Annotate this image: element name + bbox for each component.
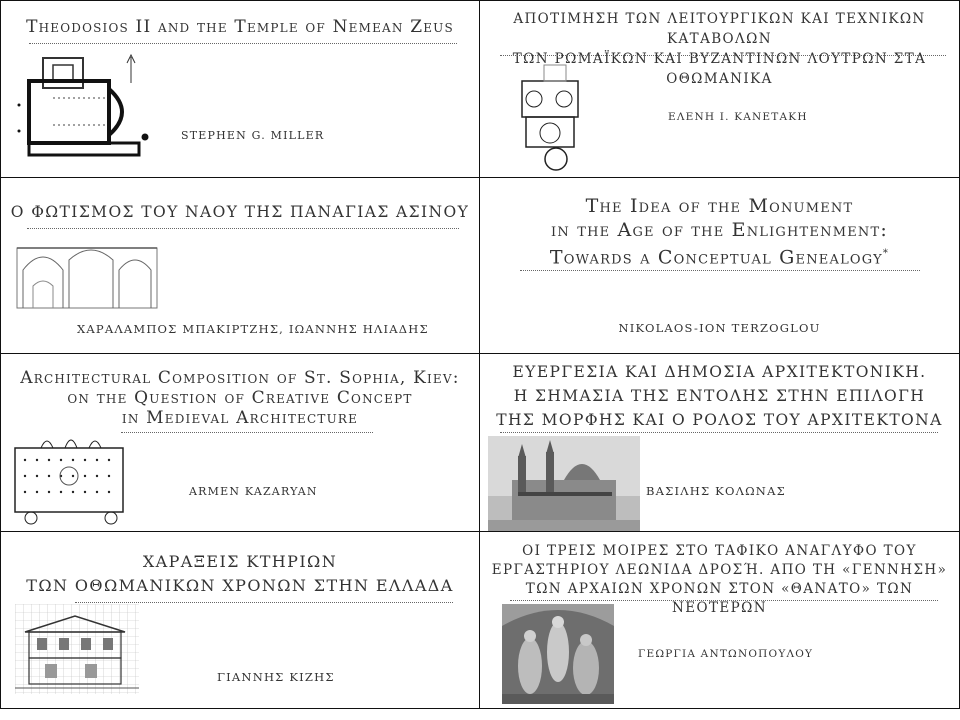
article-author: ARMEN KAZARYAN	[189, 485, 318, 498]
title-rule	[520, 270, 920, 271]
title-line-2: Η ΣΗΜΑΣΙΑ ΤΗΣ ΕΝΤΟΛΗΣ ΣΤΗΝ ΕΠΙΛΟΓΗ	[513, 387, 926, 405]
article-author: ΓΕΩΡΓΙΑ ΑΝΤΩΝΟΠΟΥΛΟΥ	[638, 648, 814, 660]
footnote-marker: *	[882, 248, 890, 259]
article-card-4[interactable]	[480, 178, 960, 354]
article-title	[480, 194, 959, 269]
article-author: STEPHEN G. MILLER	[181, 129, 325, 142]
title-line-1: ΕΥΕΡΓΕΣΙΑ ΚΑΙ ΔΗΜΟΣΙΑ ΑΡΧΙΤΕΚΤΟΝΙΚΗ.	[512, 363, 927, 381]
house-elevation-figure	[15, 604, 139, 700]
title-line-1: Architectural Composition of St. Sophia, Kiev:	[20, 368, 460, 388]
title-line-3: ΤΗΣ ΜΟΡΦΗΣ ΚΑΙ Ο ΡΟΛΟΣ ΤΟΥ ΑΡΧΙΤΕΚΤΟΝΑ	[496, 411, 943, 429]
title-rule	[29, 43, 457, 44]
title-line-2: ΤΩΝ ΡΩΜΑΪΚΩΝ ΚΑΙ ΒΥΖΑΝΤΙΝΩΝ ΛΟΥΤΡΩΝ ΣΤΑ ΟΘΩΜΑΝΙΚΑ	[512, 51, 927, 87]
title-line-1: ΧΑΡΑΞΕΙΣ ΚΤΗΡΙΩΝ	[142, 552, 338, 571]
cathedral-plan-figure	[11, 436, 129, 526]
title-line-1: ΑΠΟΤΙΜΗΣΗ ΤΩΝ ΛΕΙΤΟΥΡΓΙΚΩΝ ΚΑΙ ΤΕΧΝΙΚΩΝ ΚΑΤΑΒΟΛΩΝ	[513, 11, 926, 47]
article-title	[1, 550, 479, 598]
relief-photo-figure	[502, 604, 614, 704]
title-line-2: on the Question of Creative Concept	[67, 388, 413, 408]
title-rule	[510, 600, 938, 601]
building-engraving-figure	[488, 436, 640, 532]
title-rule	[27, 228, 459, 229]
title-line-1: The Idea of the Monument	[585, 195, 854, 217]
temple-plan-figure	[13, 53, 158, 171]
article-card-3[interactable]	[0, 178, 480, 354]
title-rule	[500, 432, 938, 433]
title-line-2: ΤΩΝ ΟΘΩΜΑΝΙΚΩΝ ΧΡΟΝΩΝ ΣΤΗΝ ΕΛΛΑΔΑ	[26, 576, 454, 595]
article-card-1[interactable]	[0, 0, 480, 178]
article-card-6[interactable]	[480, 354, 960, 532]
title-line-3: ΤΩΝ ΑΡΧΑΙΩΝ ΧΡΟΝΩΝ ΣΤΟΝ «ΘΑΝΑΤΟ» ΤΩΝ ΝΕΟΤΕΡΩΝ	[525, 581, 914, 616]
title-line-3-text: Towards a Conceptual Genealogy	[549, 246, 883, 269]
article-title	[1, 368, 479, 428]
bath-plan-figure	[516, 63, 584, 173]
article-title	[480, 360, 959, 432]
church-section-figure	[15, 236, 163, 312]
title-line-3: in Medieval Architecture	[121, 408, 359, 428]
article-card-7[interactable]	[0, 532, 480, 709]
title-line-2: in the Age of the Enlightenment:	[551, 219, 888, 241]
article-author: ΧΑΡΑΛΑΜΠΟΣ ΜΠΑΚΙΡΤΖΗΣ, ΙΩΑΝΝΗΣ ΗΛΙΑΔΗΣ	[77, 322, 429, 336]
article-author: NIKOLAOS-ION TERZOGLOU	[618, 321, 821, 335]
title-rule	[75, 602, 453, 603]
article-card-2[interactable]	[480, 0, 960, 178]
title-line-1: ΟΙ ΤΡΕΙΣ ΜΟΙΡΕΣ ΣΤΟ ΤΑΦΙΚΟ ΑΝΑΓΛΥΦΟ ΤΟΥ	[522, 543, 917, 559]
article-author: ΒΑΣΙΛΗΣ ΚΟΛΩΝΑΣ	[646, 484, 786, 498]
title-line-2: ΕΡΓΑΣΤΗΡΙΟΥ ΛΕΩΝΙΔΑ ΔΡΟΣΉ. ΑΠΟ ΤΗ «ΓΕΝΝΗΣΗ»	[491, 562, 948, 578]
article-card-5[interactable]	[0, 354, 480, 532]
article-author: ΕΛΕΝΗ Ι. ΚΑΝΕΤΑΚΗ	[668, 111, 808, 123]
article-title: Theodosios II and the Temple of Nemean Zeus	[26, 17, 454, 37]
title-rule	[121, 432, 373, 433]
title-rule	[500, 55, 946, 56]
article-card-8[interactable]	[480, 532, 960, 709]
article-author: ΓΙΑΝΝΗΣ ΚΙΖΗΣ	[217, 670, 335, 684]
article-title: Ο ΦΩΤΙΣΜΟΣ ΤΟΥ ΝΑΟΥ ΤΗΣ ΠΑΝΑΓΙΑΣ ΑΣΙΝΟΥ	[10, 203, 470, 221]
title-line-3	[480, 242, 959, 269]
